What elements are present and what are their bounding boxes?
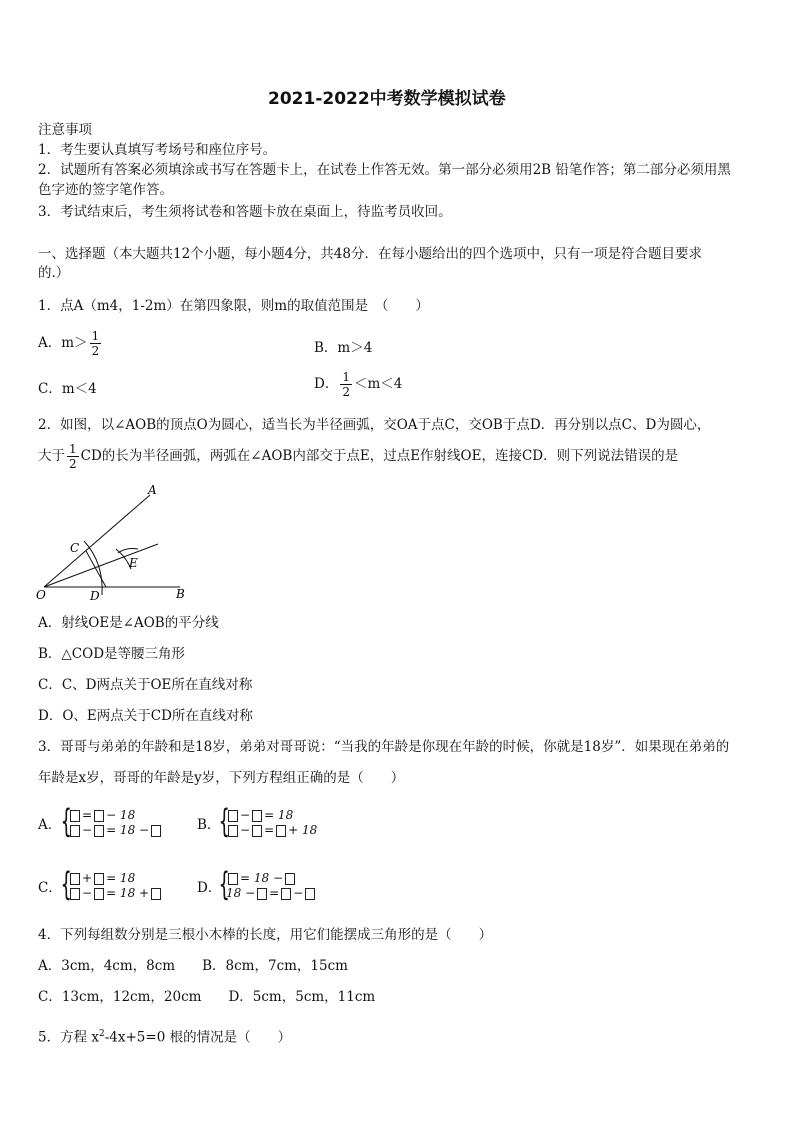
- notice-item: 2．试题所有答案必须填涂或书写在答题卡上，在试卷上作答无效。第一部分必须用2B 铅笔作答；第二部分必须用黑: [38, 162, 731, 178]
- unknown-glyph: [70, 825, 80, 837]
- label-a: A: [148, 483, 157, 497]
- numerator: 1: [91, 329, 100, 343]
- equation-part: =: [82, 808, 93, 822]
- brace: {: [60, 802, 72, 840]
- equation: [68, 823, 163, 838]
- unknown-glyph: [94, 888, 104, 900]
- equation: [226, 871, 317, 886]
- question-4-stem: 4．下列每组数分别是三根小木棒的长度，用它们能摆成三角形的是（ ）: [38, 927, 493, 943]
- equation: [226, 886, 317, 901]
- q4-options-row-1: A．3cm，4cm，8cm B．8cm，7cm，15cm: [38, 958, 348, 974]
- section-heading: 一、选择题（本大题共12个小题，每小题4分，共48分．在每小题给出的四个选项中，只有一项是符合题目要求: [38, 246, 702, 262]
- q1-option-a-label: A．m＞: [38, 335, 88, 351]
- unknown-glyph: [70, 810, 80, 822]
- equation-part: − 18: [106, 808, 136, 822]
- notice-item: 1．考生要认真填写考场号和座位序号。: [38, 142, 277, 158]
- notice-item: 3．考试结束后，考生须将试卷和答题卡放在桌面上，待监考员收回。: [38, 204, 452, 220]
- q2-option-b: B．△COD是等腰三角形: [38, 646, 186, 662]
- equation-part: =: [264, 823, 275, 837]
- unknown-glyph: [305, 888, 315, 900]
- q3-option-b-system: [226, 808, 317, 838]
- question-1-stem: 1．点A（m4，1-2m）在第四象限，则m的取值范围是 （ ）: [38, 298, 429, 314]
- q1-option-c: C．m＜4: [38, 381, 97, 397]
- equation-part: = 18 −: [240, 871, 284, 885]
- q3-option-a-system: [68, 808, 163, 838]
- equation-part: −: [293, 886, 304, 900]
- equation-part: 18 −: [226, 886, 256, 900]
- question-3-stem: 3．哥哥与弟弟的年龄和是18岁，弟弟对哥哥说：“当我的年龄是你现在年龄的时候，你就是18岁”．如果现在弟弟的: [38, 739, 730, 755]
- equation: [68, 871, 163, 886]
- label-e: E: [129, 556, 138, 570]
- q3-option-d-system: [226, 871, 317, 901]
- equation-part: −: [82, 823, 93, 837]
- q4-options-row-2: C．13cm，12cm，20cm D．5cm，5cm，11cm: [38, 989, 376, 1005]
- ray-oe: [44, 544, 158, 587]
- q1-option-a: [38, 329, 103, 358]
- q5-text: -4x+5=0 根的情况是（ ）: [104, 1029, 292, 1046]
- q2-text: 大于: [38, 448, 65, 464]
- label-c: C: [70, 541, 80, 555]
- denominator: 2: [69, 457, 77, 471]
- equation-part: −: [240, 808, 251, 822]
- section-heading-cont: 的.）: [38, 265, 70, 281]
- question-5-stem: [38, 1025, 291, 1047]
- label-b: B: [176, 587, 185, 601]
- angle-bisector-figure: [34, 483, 194, 603]
- equation-part: =: [269, 886, 280, 900]
- denominator: 2: [91, 344, 100, 358]
- unknown-glyph: [257, 888, 267, 900]
- unknown-glyph: [94, 825, 104, 837]
- unknown-glyph: [228, 825, 238, 837]
- equation-part: + 18: [288, 823, 318, 837]
- page-title: 2021-2022中考数学模拟试卷: [268, 89, 506, 109]
- numerator: 1: [69, 442, 77, 456]
- unknown-glyph: [252, 810, 262, 822]
- q2-text: CD的长为半径画弧，两弧在∠AOB内部交于点E，过点E作射线OE，连接CD．则下列说法错误的是: [80, 448, 679, 464]
- q1-option-b: B．m＞4: [314, 340, 373, 356]
- label-o: O: [36, 588, 46, 602]
- equation-part: = 18 +: [106, 886, 150, 900]
- unknown-glyph: [70, 873, 80, 885]
- equation: [68, 808, 163, 823]
- q2-option-a: A．射线OE是∠AOB的平分线: [38, 615, 219, 631]
- unknown-glyph: [228, 810, 238, 822]
- unknown-glyph: [252, 825, 262, 837]
- label-d: D: [90, 589, 100, 603]
- q1-option-d-text: ＜m＜4: [353, 376, 403, 392]
- equation: [226, 823, 317, 838]
- equation-part: = 18: [106, 871, 136, 885]
- brace: {: [60, 865, 72, 903]
- fraction: [90, 329, 102, 358]
- q3-option-b-label: B．: [197, 817, 221, 833]
- notice-heading: 注意事项: [38, 122, 92, 138]
- q2-option-c: C．C、D两点关于OE所在直线对称: [38, 677, 253, 693]
- segment-cd: [86, 551, 106, 587]
- fraction: [67, 442, 79, 471]
- question-2-stem-cont: [38, 442, 678, 471]
- brace: {: [218, 802, 230, 840]
- numerator: 1: [342, 370, 350, 384]
- fraction: [340, 370, 352, 399]
- unknown-glyph: [151, 888, 161, 900]
- equation-part: = 18 −: [106, 823, 150, 837]
- q1-option-d: [314, 370, 402, 399]
- q2-option-d: D．O、E两点关于CD所在直线对称: [38, 708, 253, 724]
- equation-part: = 18: [264, 808, 294, 822]
- brace: {: [218, 865, 230, 903]
- unknown-glyph: [281, 888, 291, 900]
- q1-option-d-label: D．: [314, 376, 339, 392]
- q3-option-c-system: [68, 871, 163, 901]
- unknown-glyph: [285, 873, 295, 885]
- exponent: 2: [99, 1029, 105, 1039]
- q3-option-c-label: C．: [38, 880, 62, 896]
- unknown-glyph: [151, 825, 161, 837]
- notice-item: 色字迹的签字笔作答。: [38, 182, 173, 198]
- q3-option-d-label: D．: [197, 880, 222, 896]
- equation: [68, 886, 163, 901]
- unknown-glyph: [70, 888, 80, 900]
- equation: [226, 808, 317, 823]
- question-3-stem-cont: 年龄是x岁，哥哥的年龄是y岁，下列方程组正确的是（ ）: [38, 770, 405, 786]
- ray-oa: [44, 495, 150, 587]
- unknown-glyph: [94, 810, 104, 822]
- q5-text: 5．方程 x: [38, 1029, 99, 1046]
- q3-option-a-label: A．: [38, 817, 62, 833]
- unknown-glyph: [94, 873, 104, 885]
- unknown-glyph: [228, 873, 238, 885]
- equation-part: −: [82, 886, 93, 900]
- denominator: 2: [342, 385, 350, 399]
- unknown-glyph: [276, 825, 286, 837]
- equation-part: +: [82, 871, 93, 885]
- question-2-stem: 2．如图，以∠AOB的顶点O为圆心，适当长为半径画弧，交OA于点C，交OB于点D．再分别以点C、D为圆心，: [38, 417, 711, 433]
- equation-part: −: [240, 823, 251, 837]
